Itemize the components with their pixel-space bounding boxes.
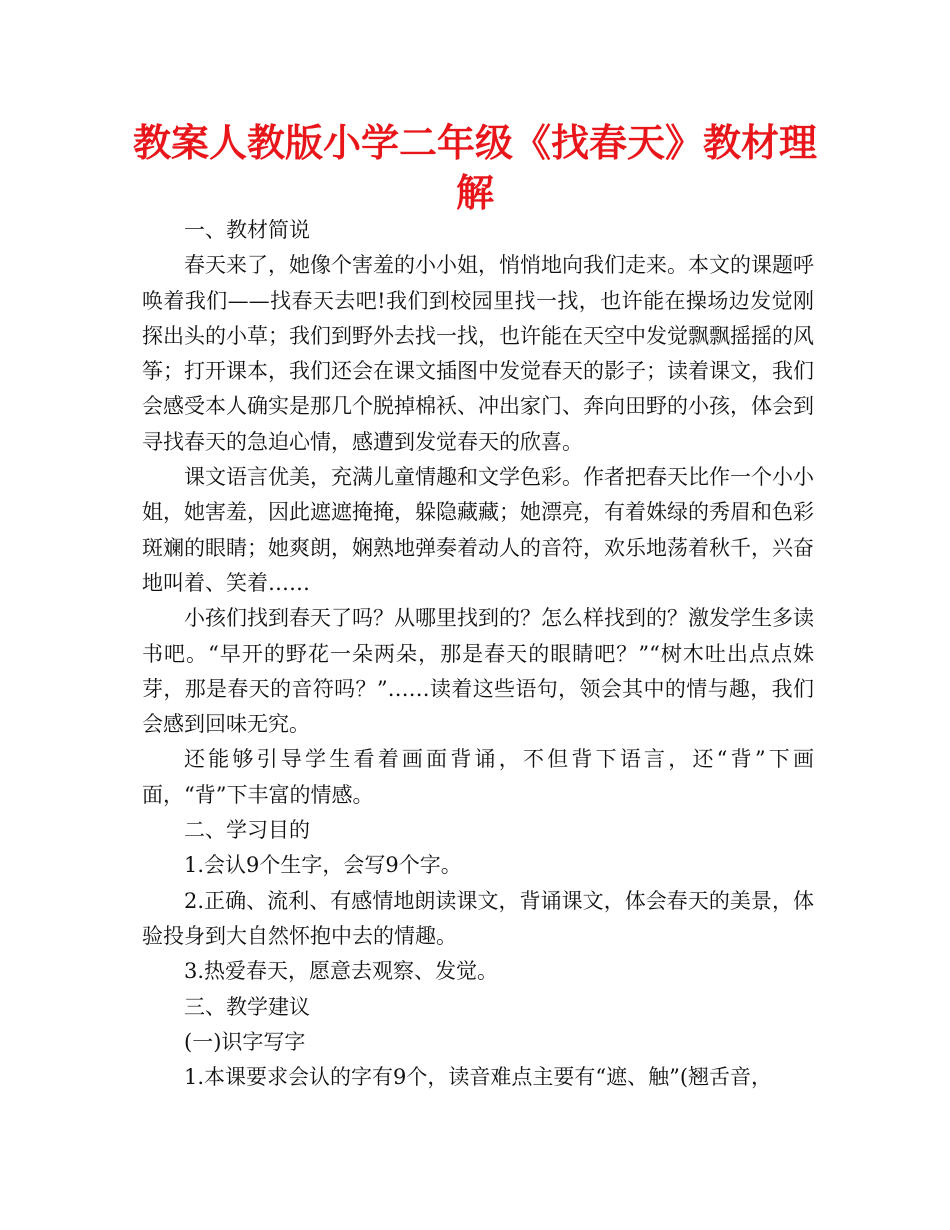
section-heading-3: 三、教学建议 xyxy=(184,994,310,1019)
paragraph-intro: 春天来了，她像个害羞的小小姐，悄悄地向我们走来。本文的课题呼唤着我们——找春天去吧!我们到校园里找一找，也许能在操场边发觉刚探出头的小草；我们到野外去找一找，也许能在天空中发觉飘飘摇摇的风筝；打开课本，我们还会在课文插图中发觉春天的影子；读着课文，我们会感受本人确实是那几个脱掉棉袄、冲出家门、奔向田野的小孩，体会到寻找春天的急迫心情，感遭到发觉春天的欣喜。 xyxy=(142,253,814,454)
document-title: 教案人教版小学二年级《找春天》教材理解 xyxy=(132,121,817,215)
subsection-heading-1: (一)识字写字 xyxy=(184,1029,306,1054)
paragraph-language: 课文语言优美，充满儿童情趣和文学色彩。作者把春天比作一个小小姐，她害羞，因此遮遮掩掩，躲隐藏藏；她漂亮，有着姝绿的秀眉和色彩斑斓的眼睛；她爽朗，娴熟地弹奏着动人的音符，欢乐地荡着秋千，兴奋地叫着、笑着…… xyxy=(142,465,814,595)
paragraph-recite: 还能够引导学生看着画面背诵，不但背下语言，还“背”下画面，“背”下丰富的情感。 xyxy=(142,747,814,807)
section-heading-1: 一、教材简说 xyxy=(184,218,310,242)
paragraph-children: 小孩们找到春天了吗？从哪里找到的？怎么样找到的？激发学生多读书吧。“早开的野花一朵两朵，那是春天的眼睛吧？”“树木吐出点点姝芽，那是春天的音符吗？”……读着这些语句，领会其中的情与趣，我们会感到回味无究。 xyxy=(142,606,814,737)
suggestion-item-1: 1.本课要求会认的字有9个，读音难点主要有“遮、触”(翘舌音， xyxy=(184,1065,773,1090)
document-body xyxy=(142,213,814,1095)
goal-item-3: 3.热爱春天，愿意去观察、发觉。 xyxy=(184,959,499,984)
goal-item-2: 2.正确、流利、有感情地朗读课文，背诵课文，体会春天的美景，体验投身到大自然怀抱中去的情趣。 xyxy=(142,888,814,948)
section-heading-2: 二、学习目的 xyxy=(184,818,310,843)
goal-item-1: 1.会认9个生字，会写9个字。 xyxy=(184,853,462,878)
